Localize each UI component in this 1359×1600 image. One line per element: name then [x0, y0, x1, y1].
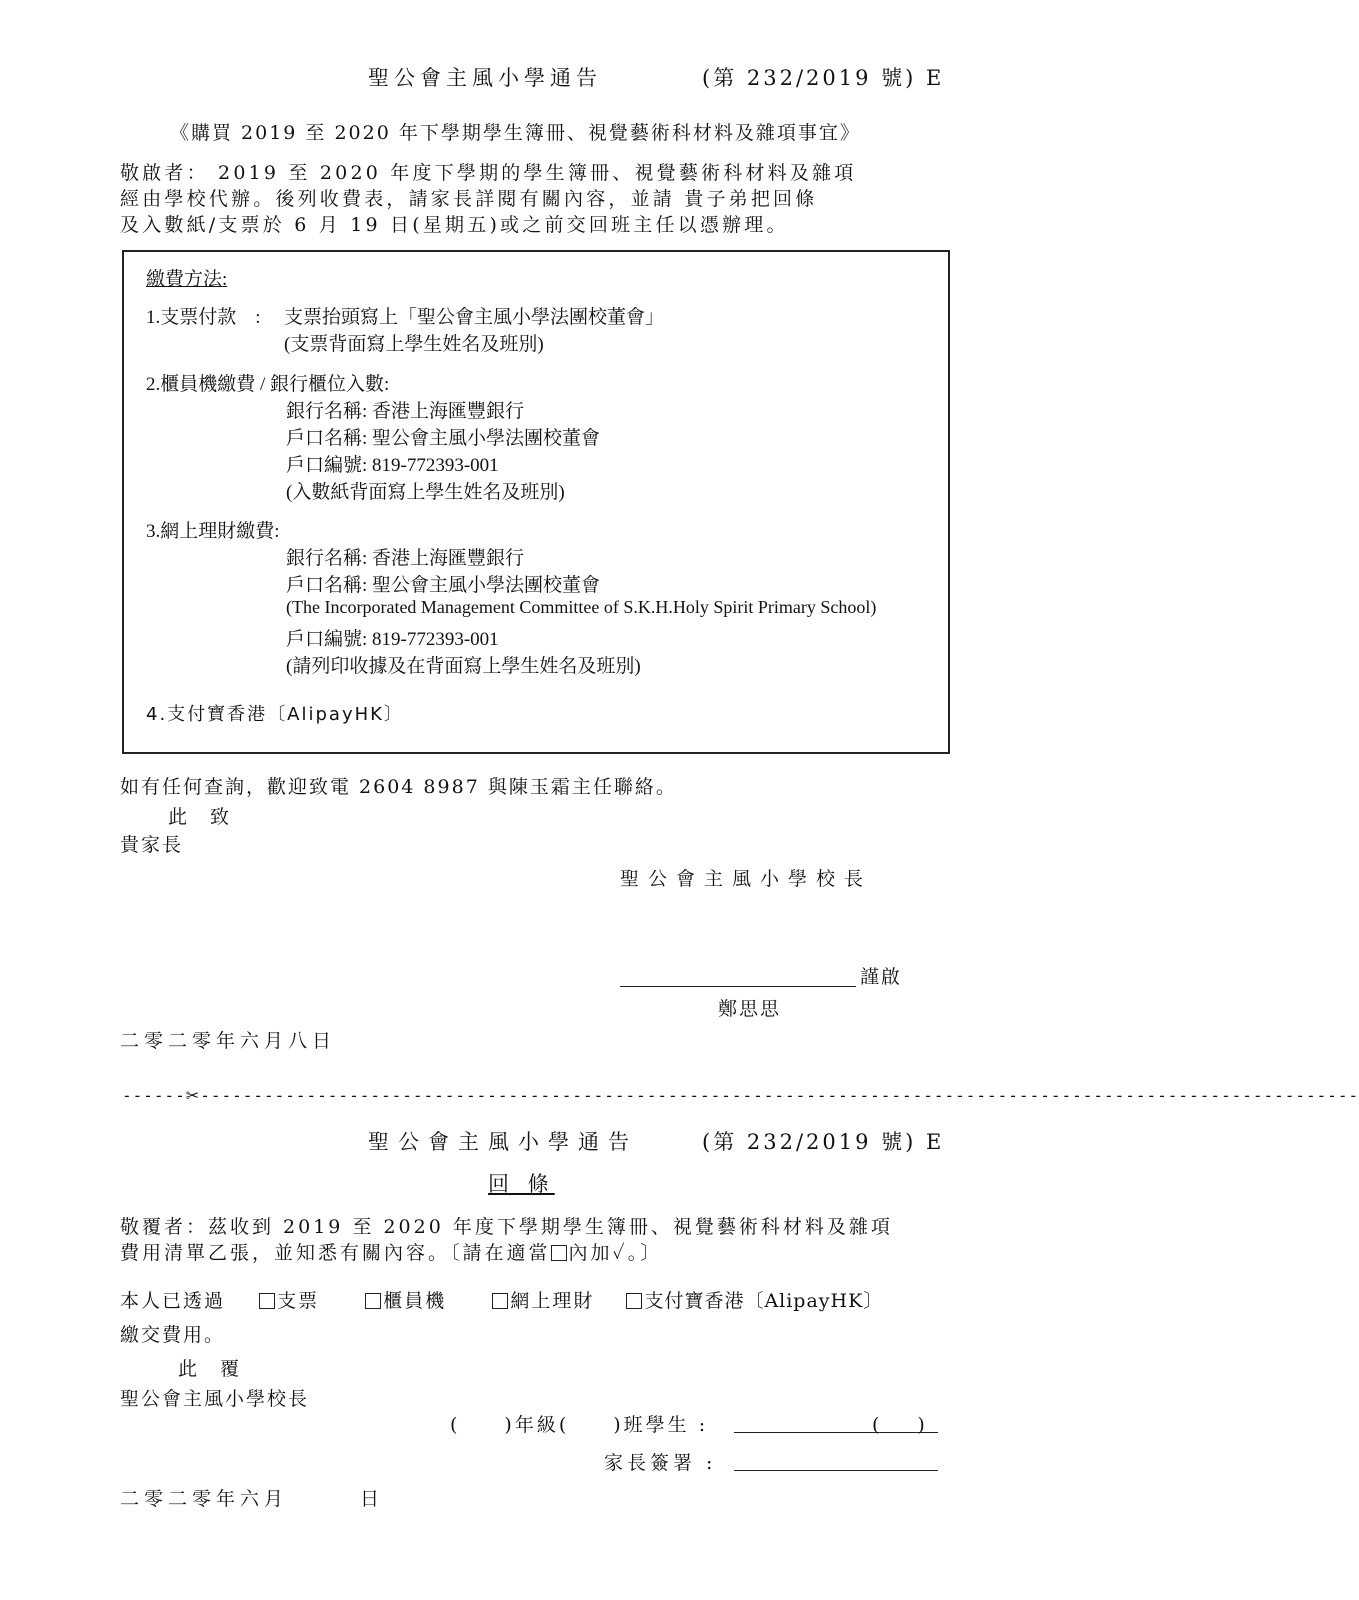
online-label: 3.網上理財繳費:	[146, 521, 280, 542]
reply-date: 二零二零年六月 日	[120, 1488, 385, 1510]
option-alipay-label: 支付寶香港〔AlipayHK〕	[644, 1290, 884, 1312]
online-note: (請列印收據及在背面寫上學生姓名及班別)	[286, 656, 641, 677]
notice-subject: 《購買 2019 至 2020 年下學期學生簿冊、視覺藝術科材料及雜項事宜》	[170, 122, 861, 144]
payment-method-row	[120, 1286, 883, 1313]
atm-note: (入數紙背面寫上學生姓名及班別)	[286, 482, 565, 503]
notice-title: 聖公會主風小學通告	[368, 66, 602, 90]
atm-label: 2.櫃員機繳費 / 銀行櫃位入數:	[146, 374, 390, 395]
parent-signature-field[interactable]	[734, 1470, 938, 1471]
signer-name: 鄭思思	[718, 998, 782, 1020]
tear-off-line: ------✂-------------------------------------------------------------------------------------------------------------	[122, 1086, 1359, 1105]
grade-class-label: ( )年級( )班學生 :	[450, 1414, 709, 1436]
reply-body-line-1: 敬覆者：茲收到 2019 至 2020 年度下學期學生簿冊、視覺藝術科材料及雜項	[120, 1216, 893, 1238]
signer-title: 聖公會主風小學校長	[620, 868, 873, 890]
closing-salutation: 此 致	[168, 806, 232, 828]
sign-suffix: 謹啟	[860, 966, 903, 988]
online-account-name: 戶口名稱: 聖公會主風小學法團校董會	[286, 575, 601, 596]
option-online-label: 網上理財	[510, 1290, 595, 1312]
checkbox-alipayhk[interactable]	[626, 1293, 642, 1309]
alipay-label: 4.支付寶香港〔AlipayHK〕	[146, 704, 404, 725]
enquiry-line: 如有任何查詢，歡迎致電 2604 8987 與陳玉霜主任聯絡。	[120, 776, 677, 798]
online-account-number: 戶口編號: 819-772393-001	[286, 629, 499, 650]
checkbox-cheque[interactable]	[259, 1293, 275, 1309]
intro-line-3: 及入數紙/支票於 6 月 19 日(星期五)或之前交回班主任以憑辦理。	[120, 214, 789, 236]
sample-checkbox-icon	[551, 1245, 567, 1261]
option-atm-label: 櫃員機	[383, 1290, 447, 1312]
notice-date: 二零二零年六月八日	[120, 1030, 337, 1052]
reply-title: 聖公會主風小學通告	[368, 1130, 638, 1154]
scissors-icon: ✂	[185, 1086, 201, 1105]
atm-bank: 銀行名稱: 香港上海匯豐銀行	[286, 401, 525, 422]
reply-salutation: 此 覆	[178, 1358, 242, 1380]
reply-heading: 回 條	[488, 1172, 555, 1196]
method-prefix: 本人已透過	[120, 1290, 226, 1312]
payment-heading: 繳費方法:	[146, 269, 228, 290]
intro-line-2: 經由學校代辦。後列收費表，請家長詳閱有關內容，並請 貴子弟把回條	[120, 188, 818, 210]
atm-account-number: 戶口編號: 819-772393-001	[286, 455, 499, 476]
online-account-name-en: (The Incorporated Management Committee of S.K.H.Holy Spirit Primary School)	[286, 597, 877, 617]
reply-recipient: 聖公會主風小學校長	[120, 1388, 310, 1410]
reply-body-text-end: 內加✓。〕	[568, 1242, 663, 1264]
atm-account-name: 戶口名稱: 聖公會主風小學法團校董會	[286, 428, 601, 449]
checkbox-atm[interactable]	[365, 1293, 381, 1309]
intro-line-1: 敬啟者： 2019 至 2020 年度下學期的學生簿冊、視覺藝術科材料及雜項	[120, 162, 857, 184]
parent-signature-label: 家長簽署 :	[604, 1452, 717, 1474]
online-bank: 銀行名稱: 香港上海匯豐銀行	[286, 548, 525, 569]
notice-number: (第 232/2019 號) E	[702, 66, 945, 90]
reply-number: (第 232/2019 號) E	[702, 1130, 945, 1154]
cheque-payee: 支票抬頭寫上「聖公會主風小學法團校董會」	[284, 307, 665, 328]
cheque-label: 1.支票付款 :	[146, 307, 261, 328]
method-suffix: 繳交費用。	[120, 1324, 226, 1346]
signature-line	[620, 986, 856, 987]
option-cheque-label: 支票	[277, 1290, 320, 1312]
closing-recipient: 貴家長	[120, 834, 184, 856]
payment-methods-box	[122, 250, 950, 754]
reply-body-text: 費用清單乙張，並知悉有關內容。〔請在適當	[120, 1242, 551, 1264]
cheque-note: (支票背面寫上學生姓名及班別)	[284, 334, 544, 355]
checkbox-online-banking[interactable]	[492, 1293, 508, 1309]
student-number-paren: ( )	[872, 1414, 925, 1436]
reply-body-line-2	[120, 1238, 662, 1265]
